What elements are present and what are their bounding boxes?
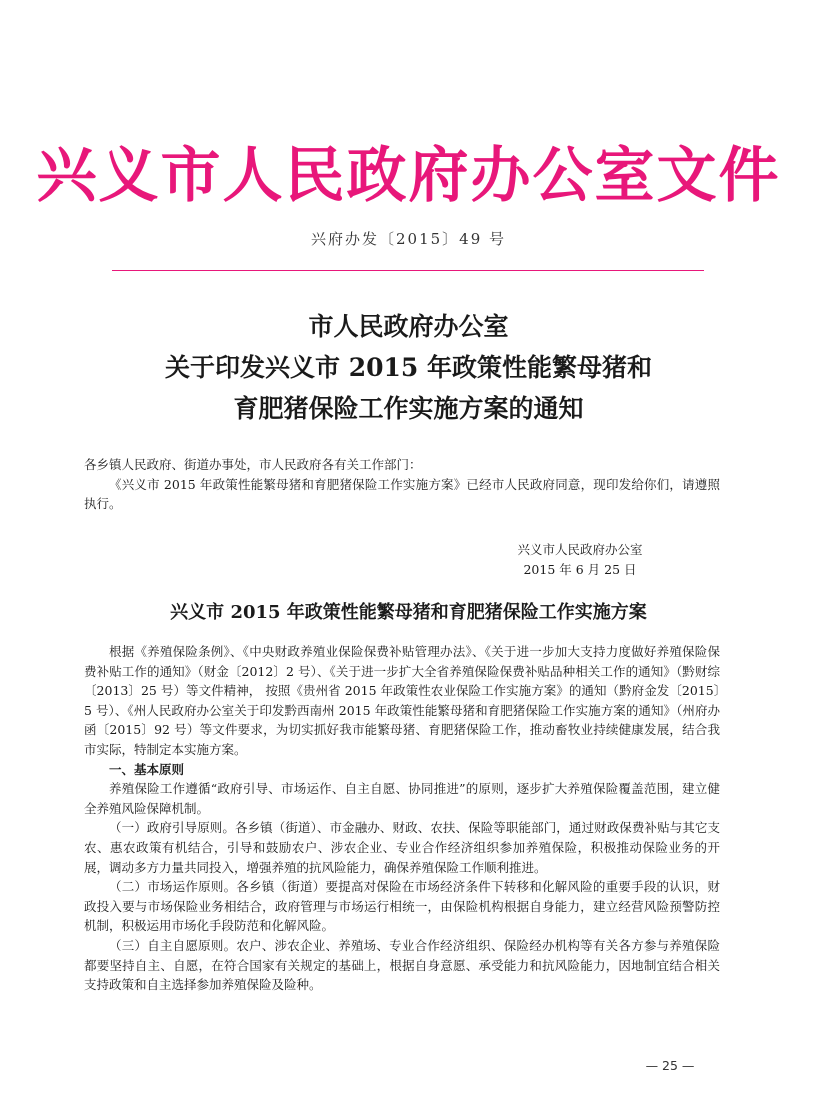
document-number: 兴府办发〔2015〕49 号 bbox=[310, 230, 507, 248]
principle-market-operation: （二）市场运作原则。各乡镇（街道）要提高对保险在市场经济条件下转移和化解风险的重要手段的认识，财政投入要与市场保险业务相结合，政府管理与市场运行相统一，由保险机构根据自身能力，建立经营风险预警防控机制，积极运用市场化手段防范和化解风险。 bbox=[84, 879, 720, 934]
section-heading: 一、基本原则 bbox=[109, 761, 185, 777]
notice-body bbox=[84, 455, 720, 514]
notice-title-line-2: 关于印发兴义市 2015 年政策性能繁母猪和 bbox=[165, 353, 652, 382]
notice-paragraph: 《兴义市 2015 年政策性能繁母猪和育肥猪保险工作实施方案》已经市人民政府同意，现印发给你们，请遵照执行。 bbox=[84, 476, 720, 512]
document-header-title: 兴义市人民政府办公室文件 bbox=[36, 141, 781, 211]
signature-org: 兴义市人民政府办公室 bbox=[517, 542, 643, 557]
notice-greeting: 各乡镇人民政府、街道办事处，市人民政府各有关工作部门： bbox=[84, 457, 422, 472]
plan-intro-paragraph: 根据《养殖保险条例》、《中央财政养殖业保险保费补贴管理办法》、《关于进一步加大支持力度做好养殖保险保费补贴工作的通知》（财金〔2012〕2 号）、《关于进一步扩大全省养殖保险保费补贴品种相关工作的通知》（黔财综〔2013〕25 号）等文件精神， 按照《贵州省 2015 年政策性农业保险工作实施方案》的通知（黔府金发〔2015〕5 号）、《州人民政府办公室关于印发黔西南州 2015 年政策性能繁母猪和育肥猪保险工作实施方案的通知》（州府办函〔2015〕92 号）等文件要求，为切实抓好我市能繁母猪、育肥猪保险工作，推动畜牧业持续健康发展，结合我市实际，特制定本实施方案。 bbox=[84, 644, 720, 757]
principle-voluntary: （三）自主自愿原则。农户、涉农企业、养殖场、专业合作经济组织、保险经办机构等有关各方参与养殖保险都要坚持自主、自愿，在符合国家有关规定的基础上，根据自身意愿、承受能力和抗风险能力，因地制宜结合相关支持政策和自主选择参加养殖保险及险种。 bbox=[84, 937, 720, 993]
notice-title-line-3: 育肥猪保险工作实施方案的通知 bbox=[233, 394, 584, 423]
notice-title bbox=[0, 306, 817, 429]
section-intro-paragraph: 养殖保险工作遵循“政府引导、市场运作、自主自愿、协同推进”的原则，逐步扩大养殖保险覆盖范围，建立健全养殖风险保障机制。 bbox=[84, 781, 720, 816]
page-number: — 25 — bbox=[645, 1058, 695, 1073]
principle-government-guidance: （一）政府引导原则。各乡镇（街道）、市金融办、财政、农扶、保险等职能部门，通过财政保费补贴与其它支农、惠农政策有机结合，引导和鼓励农户、涉农企业、专业合作经济组织参加养殖保险，积极推动保险业务的开展，调动多方力量共同投入，增强养殖的抗风险能力，确保养殖保险工作顺利推进。 bbox=[84, 820, 720, 875]
notice-title-line-1: 市人民政府办公室 bbox=[308, 312, 509, 341]
header-divider bbox=[112, 270, 704, 271]
plan-body bbox=[84, 642, 720, 995]
plan-title: 兴义市 2015 年政策性能繁母猪和育肥猪保险工作实施方案 bbox=[170, 602, 647, 623]
notice-signature bbox=[470, 540, 690, 580]
signature-date: 2015 年 6 月 25 日 bbox=[523, 562, 637, 577]
